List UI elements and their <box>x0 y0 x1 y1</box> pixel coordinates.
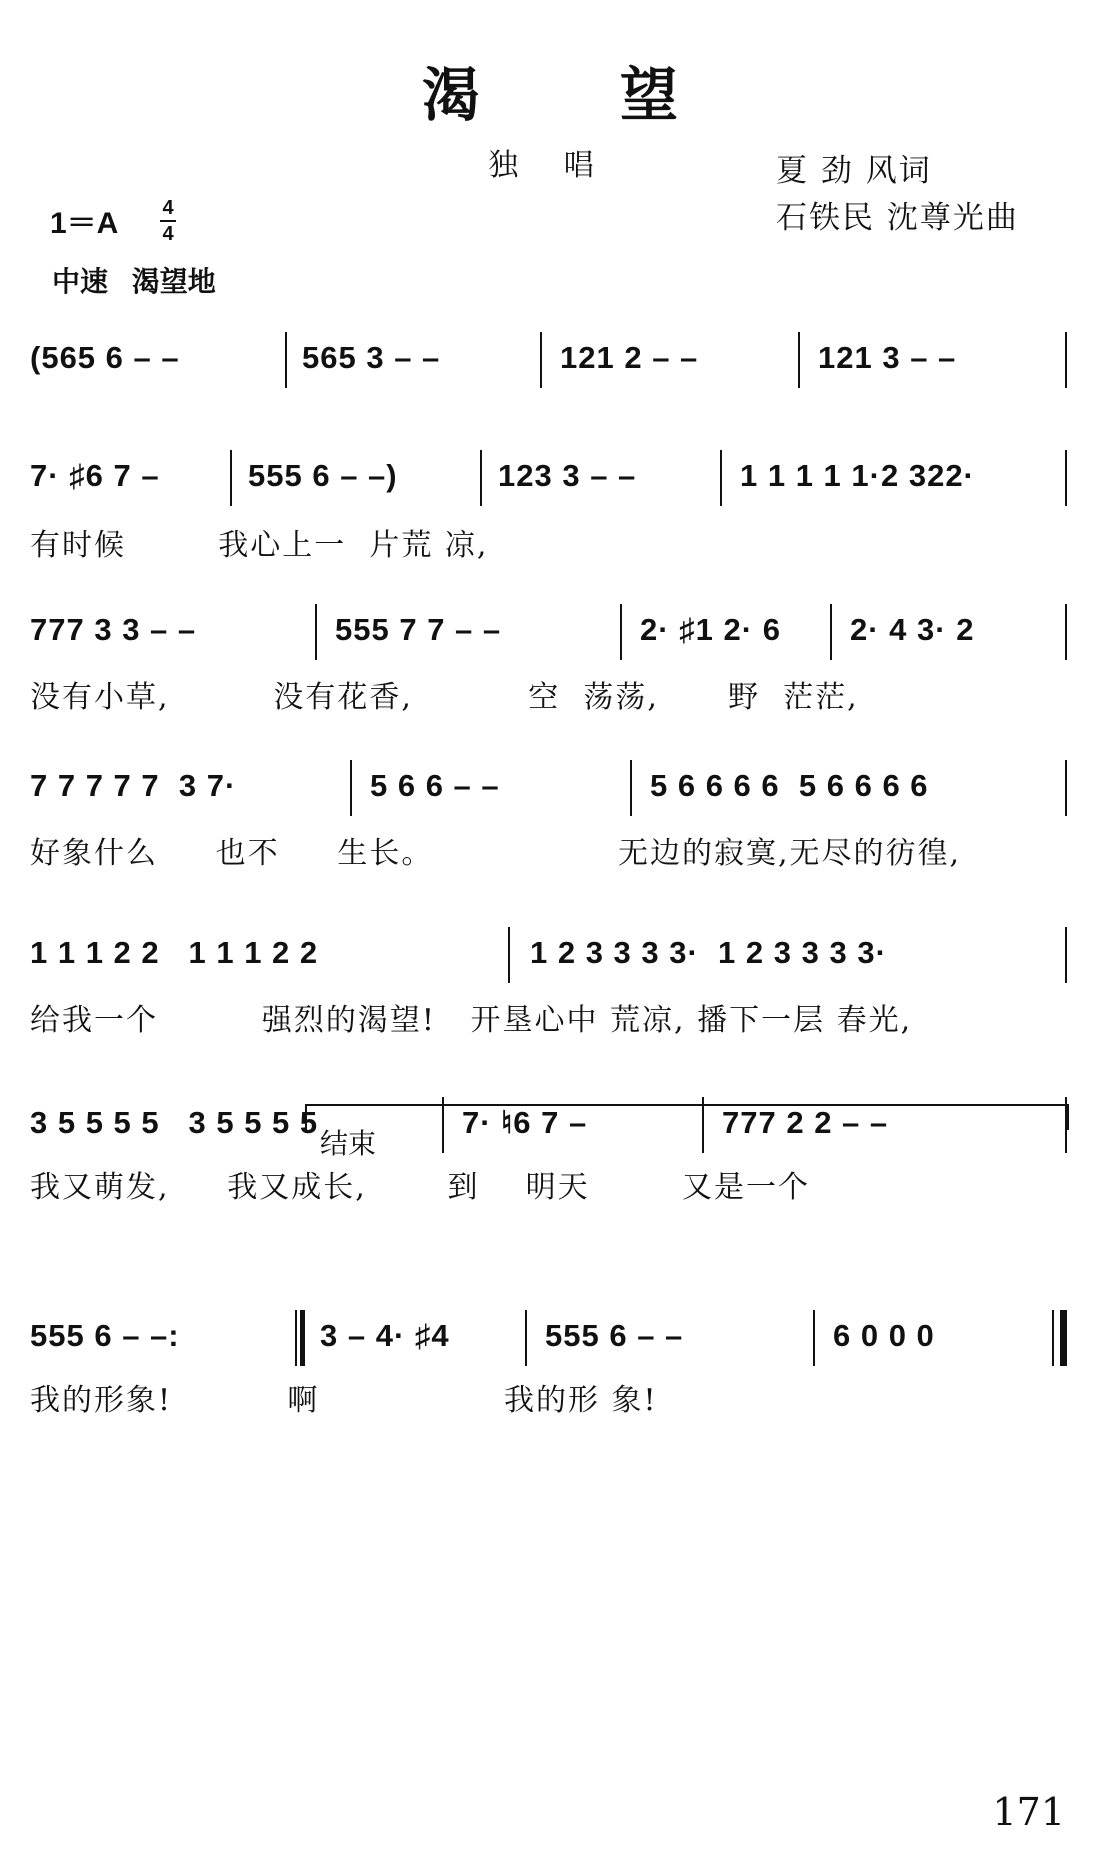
title-char-1: 渴 <box>421 61 480 129</box>
measure: 555 6 – –: <box>30 1318 180 1353</box>
lyrics-line-5: 给我一个 强烈的渴望! 开垦心中 荒凉, 播下一层 春光, <box>30 1003 913 1038</box>
measure: 1 2 3 3 3 3· 1 2 3 3 3 3· <box>530 935 887 970</box>
measure: 555 6 – –) <box>248 458 398 493</box>
song-title <box>0 48 1100 132</box>
measure: 121 2 – – <box>560 340 699 375</box>
measure: 7 7 7 7 7 3 7· <box>30 768 237 803</box>
measure: 777 3 3 – – <box>30 612 197 647</box>
measure: 565 3 – – <box>302 340 441 375</box>
lyrics-line-3: 没有小草, 没有花香, 空 荡荡, 野 茫茫, <box>30 680 859 715</box>
measure: 5 6 6 6 6 5 6 6 6 6 <box>650 768 929 803</box>
measure: 7· ♯6 7 – <box>30 458 160 493</box>
measure: 7· ♮6 7 – <box>462 1105 588 1140</box>
lyrics-line-4: 好象什么 也不 生长。 无边的寂寞,无尽的彷徨, <box>30 836 962 871</box>
measure: 3 – 4· ♯4 <box>320 1318 450 1353</box>
time-bottom: 4 <box>162 223 174 245</box>
measure: 6 0 0 0 <box>833 1318 935 1353</box>
staff-1 <box>30 340 1070 410</box>
page-number: 171 <box>992 1790 1065 1834</box>
measure: 777 2 2 – – <box>722 1105 889 1140</box>
measure: 5 6 6 – – <box>370 768 500 803</box>
title-char-2: 望 <box>620 61 679 129</box>
lyrics-line-7: 我的形象! 啊 我的形 象! <box>30 1383 658 1418</box>
measure: 2· 4 3· 2 <box>850 612 975 647</box>
composer-credit: 石铁民 沈尊光曲 <box>776 200 1019 236</box>
lyricist-credit: 夏 劲 风词 <box>776 153 932 189</box>
lyrics-line-6: 我又萌发, 我又成长, 到 明天 又是一个 <box>30 1170 810 1205</box>
tempo-marking: 中速 渴望地 <box>52 266 216 297</box>
subtitle: 独 唱 <box>488 148 612 183</box>
lyrics-line-2: 有时候 我心上一 片荒 凉, <box>30 528 489 563</box>
measure: 1 1 1 1 1·2 322· <box>740 458 975 493</box>
ending-label: 结束 <box>320 1127 377 1160</box>
staff-2 <box>30 458 1070 528</box>
measure: (565 6 – – <box>30 340 180 375</box>
measure: 3 5 5 5 5 3 5 5 5 5 <box>30 1105 319 1140</box>
measure: 2· ♯1 2· 6 <box>640 612 781 647</box>
measure: 1 1 1 2 2 1 1 1 2 2 <box>30 935 319 970</box>
measure: 123 3 – – <box>498 458 637 493</box>
ending-bracket <box>305 1104 1069 1130</box>
measure: 555 7 7 – – <box>335 612 502 647</box>
measure: 121 3 – – <box>818 340 957 375</box>
measure: 555 6 – – <box>545 1318 684 1353</box>
time-top: 4 <box>162 197 174 219</box>
time-signature <box>160 198 176 244</box>
key-signature: 1＝A <box>50 207 119 240</box>
